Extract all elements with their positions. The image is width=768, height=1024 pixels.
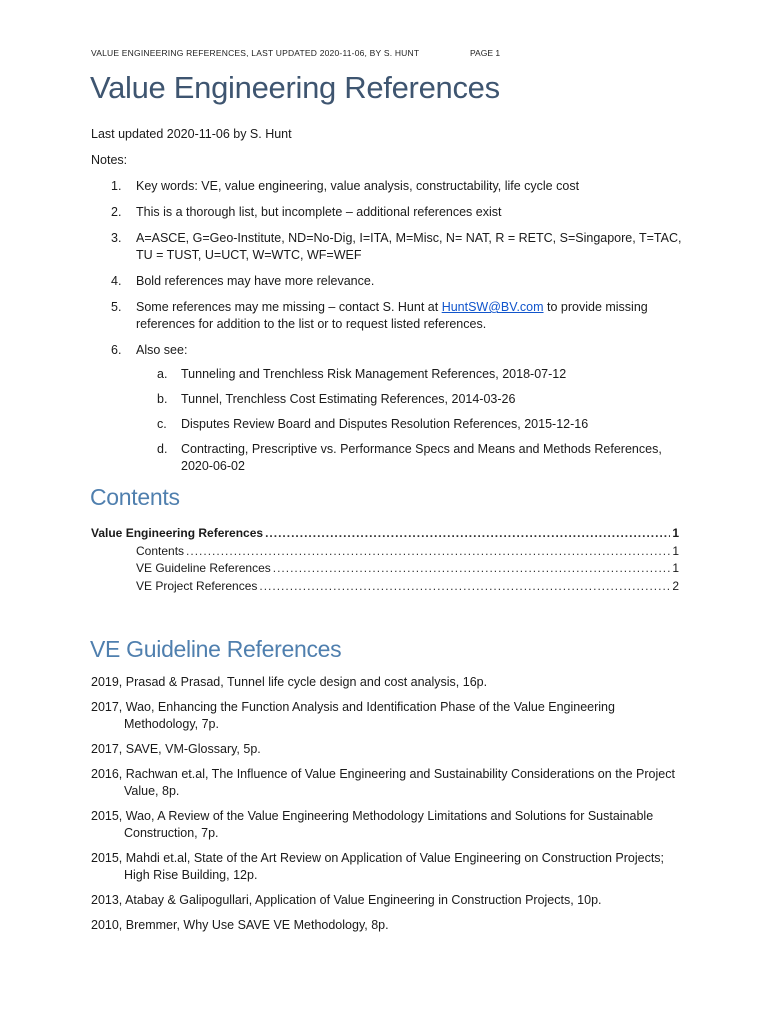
toc-entry-page: 1 bbox=[672, 561, 679, 575]
reference-item: 2010, Bremmer, Why Use SAVE VE Methodology, 8p. bbox=[91, 918, 389, 932]
see-also-item bbox=[136, 366, 691, 383]
reference-item: 2016, Rachwan et.al, The Influence of Value Engineering and Sustainability Considerations on the Project Value, 8p. bbox=[91, 767, 675, 798]
see-also-letter: b. bbox=[157, 392, 168, 406]
toc-entry[interactable] bbox=[91, 579, 679, 597]
contents-heading: Contents bbox=[90, 484, 180, 510]
see-also-letter: a. bbox=[157, 367, 168, 381]
note-text: A=ASCE, G=Geo-Institute, ND=No-Dig, I=ITA, M=Misc, N= NAT, R = RETC, S=Singapore, T=TAC, TU = TUST, U=UCT, W=WTC, WF=WEF bbox=[136, 231, 682, 262]
toc-leader-dots bbox=[259, 579, 670, 593]
note-text: Key words: VE, value engineering, value analysis, constructability, life cycle cost bbox=[136, 179, 580, 193]
toc-leader-dots bbox=[186, 544, 670, 558]
see-also-text: Disputes Review Board and Disputes Resolution References, 2015-12-16 bbox=[181, 417, 589, 431]
note-item bbox=[91, 299, 691, 333]
toc-entry-title: Value Engineering References bbox=[91, 526, 264, 540]
email-link[interactable]: HuntSW@BV.com bbox=[441, 300, 544, 314]
toc-entry-page: 2 bbox=[672, 578, 679, 593]
toc-leader-dots bbox=[273, 561, 671, 575]
see-also-item bbox=[136, 441, 691, 475]
note-item bbox=[91, 204, 691, 221]
see-also-letter: c. bbox=[157, 417, 167, 431]
toc-entry-title: VE Project References bbox=[136, 578, 258, 593]
toc-entry[interactable] bbox=[91, 544, 679, 562]
see-also-letter: d. bbox=[157, 442, 168, 456]
table-of-contents bbox=[91, 526, 679, 596]
note-text: This is a thorough list, but incomplete – additional references exist bbox=[136, 205, 502, 219]
see-also-text: Contracting, Prescriptive vs. Performance Specs and Means and Methods References, 2020-06-02 bbox=[181, 442, 662, 473]
note-item bbox=[91, 273, 691, 290]
note-number: 5. bbox=[111, 300, 122, 314]
toc-entry[interactable] bbox=[91, 526, 679, 544]
note-number: 1. bbox=[111, 179, 122, 193]
notes-label: Notes: bbox=[91, 153, 128, 167]
reference-item: 2017, SAVE, VM-Glossary, 5p. bbox=[91, 742, 261, 756]
see-also-list bbox=[136, 366, 691, 475]
note-text-after: to provide missing references for addition to the list or to request listed references. bbox=[136, 300, 648, 331]
see-also-item bbox=[136, 416, 691, 433]
see-also-text: Tunnel, Trenchless Cost Estimating References, 2014-03-26 bbox=[181, 392, 516, 406]
reference-item: 2013, Atabay & Galipogullari, Application of Value Engineering in Construction Projects, 10p. bbox=[91, 893, 602, 907]
note-text: Bold references may have more relevance. bbox=[136, 274, 375, 288]
reference-item: 2017, Wao, Enhancing the Function Analysis and Identification Phase of the Value Engineering Methodology, 7p. bbox=[91, 700, 615, 731]
note-number: 3. bbox=[111, 231, 122, 245]
toc-entry[interactable] bbox=[91, 561, 679, 579]
note-number: 4. bbox=[111, 274, 122, 288]
reference-item: 2015, Mahdi et.al, State of the Art Review on Application of Value Engineering on Construction Projects; High Rise Building, 12p. bbox=[91, 851, 665, 882]
reference-item: 2019, Prasad & Prasad, Tunnel life cycle design and cost analysis, 16p. bbox=[91, 675, 488, 689]
note-item bbox=[91, 178, 691, 195]
toc-entry-title: Contents bbox=[136, 543, 185, 558]
note-number: 6. bbox=[111, 343, 122, 357]
toc-entry-page: 1 bbox=[672, 526, 679, 540]
toc-entry-title: VE Guideline References bbox=[136, 561, 271, 575]
see-also-item bbox=[136, 391, 691, 408]
reference-item: 2015, Wao, A Review of the Value Engineering Methodology Limitations and Solutions for Sustainable Construction, 7p. bbox=[91, 809, 654, 840]
page-number: PAGE 1 bbox=[470, 48, 501, 58]
note-number: 2. bbox=[111, 205, 122, 219]
note-text-before: Some references may me missing – contact S. Hunt at bbox=[136, 300, 442, 314]
toc-entry-page: 1 bbox=[672, 543, 679, 558]
notes-list bbox=[91, 178, 691, 484]
running-header: VALUE ENGINEERING REFERENCES, LAST UPDATED 2020-11-06, BY S. HUNT bbox=[91, 48, 420, 58]
guideline-heading: VE Guideline References bbox=[90, 636, 342, 662]
page-title: Value Engineering References bbox=[90, 70, 500, 105]
note-item bbox=[91, 342, 691, 475]
note-text: Also see: bbox=[136, 343, 188, 357]
toc-leader-dots bbox=[265, 526, 670, 540]
last-updated: Last updated 2020-11-06 by S. Hunt bbox=[91, 127, 292, 141]
note-item bbox=[91, 230, 691, 264]
see-also-text: Tunneling and Trenchless Risk Management References, 2018-07-12 bbox=[181, 367, 567, 381]
reference-list bbox=[91, 674, 691, 942]
